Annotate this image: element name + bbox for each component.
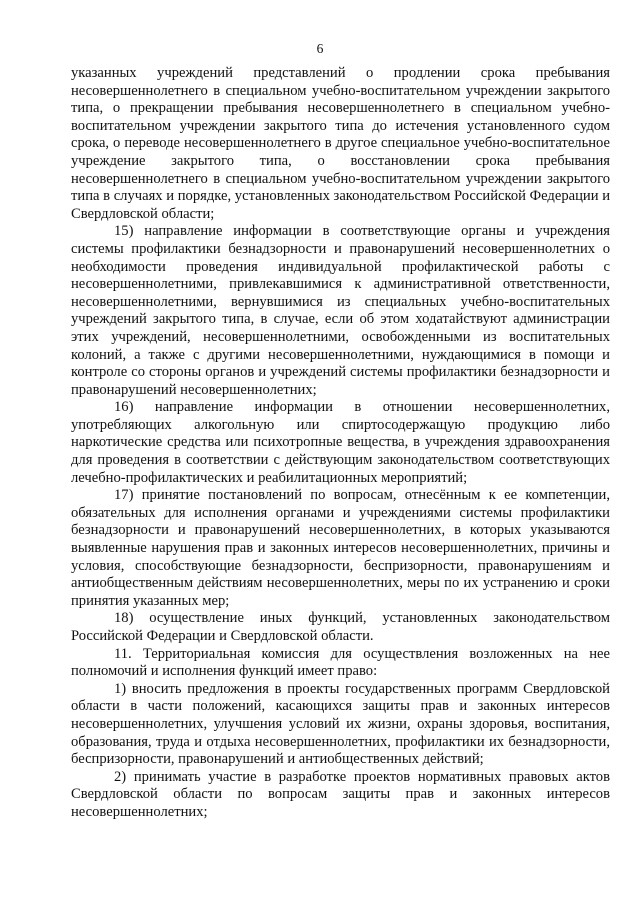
paragraph-right-2: 2) принимать участие в разработке проектов нормативных правовых актов Свердловской области по вопросам защиты прав и законных интересов несовершеннолетних; xyxy=(71,768,610,820)
paragraph-item-15: 15) направление информации в соответствующие органы и учреждения системы профилактики безнадзорности и правонарушений несовершеннолетних о необходимости проведения индивидуальной профилактической работы с несовершеннолетними, привлекавшимися к административной ответственности, несовершеннолетними, вернувшимися из специальных учебно-воспитательных учреждений закрытого типа, в случае, если об этом ходатайствуют администрации этих учреждений, несовершеннолетними, освобожденными из воспитательных колоний, а также с другими несовершеннолетними, нуждающимися в помощи и контроле со стороны органов и учреждений системы профилактики безнадзорности и правонарушений несовершеннолетних; xyxy=(71,223,610,398)
paragraph-item-16: 16) направление информации в отношении несовершеннолетних, употребляющих алкогольную или спиртосодержащую продукцию либо наркотические средства или психотропные вещества, в учреждения здравоохранения для проведения в соответствии с действующим законодательством соответствующих лечебно-профилактических и реабилитационных мероприятий; xyxy=(71,399,610,486)
paragraph-continuation: указанных учреждений представлений о продлении срока пребывания несовершеннолетнего в специальном учебно-воспитательном учреждении закрытого типа, о прекращении пребывания несовершеннолетнего в специальном учебно-воспитательном учреждении закрытого типа до истечения установленного судом срока, о переводе несовершеннолетнего в другое специальное учебно-воспитательное учреждение закрытого типа, о восстановлении срока пребывания несовершеннолетнего в специальном учебно-воспитательном учреждении закрытого типа в случаях и порядке, установленных законодательством Российской Федерации и Свердловской области; xyxy=(71,65,610,222)
paragraph-item-17: 17) принятие постановлений по вопросам, отнесённым к ее компетенции, обязательных для исполнения органами и учреждениями системы профилактики безнадзорности и правонарушений несовершеннолетних, в которых указываются выявленные нарушения прав и законных интересов несовершеннолетних, причины и условия, способствующие безнадзорности, беспризорности, правонарушениям и антиобщественным действиям несовершеннолетних, меры по их устранению и сроки принятия указанных мер; xyxy=(71,487,610,609)
paragraph-right-1: 1) вносить предложения в проекты государственных программ Свердловской области в части положений, касающихся защиты прав и законных интересов несовершеннолетних, улучшения условий их жизни, охраны здоровья, воспитания, образования, труда и отдыха несовершеннолетних, профилактики их безнадзорности, беспризорности, правонарушений и антиобщественных действий; xyxy=(71,680,610,768)
document-body xyxy=(71,65,610,822)
page-number: 6 xyxy=(316,41,324,56)
paragraph-section-11: 11. Территориальная комиссия для осуществления возложенных на нее полномочий и исполнения функций имеет право: xyxy=(71,645,610,680)
paragraph-item-18: 18) осуществление иных функций, установленных законодательством Российской Федерации и Свердловской области. xyxy=(71,610,610,644)
